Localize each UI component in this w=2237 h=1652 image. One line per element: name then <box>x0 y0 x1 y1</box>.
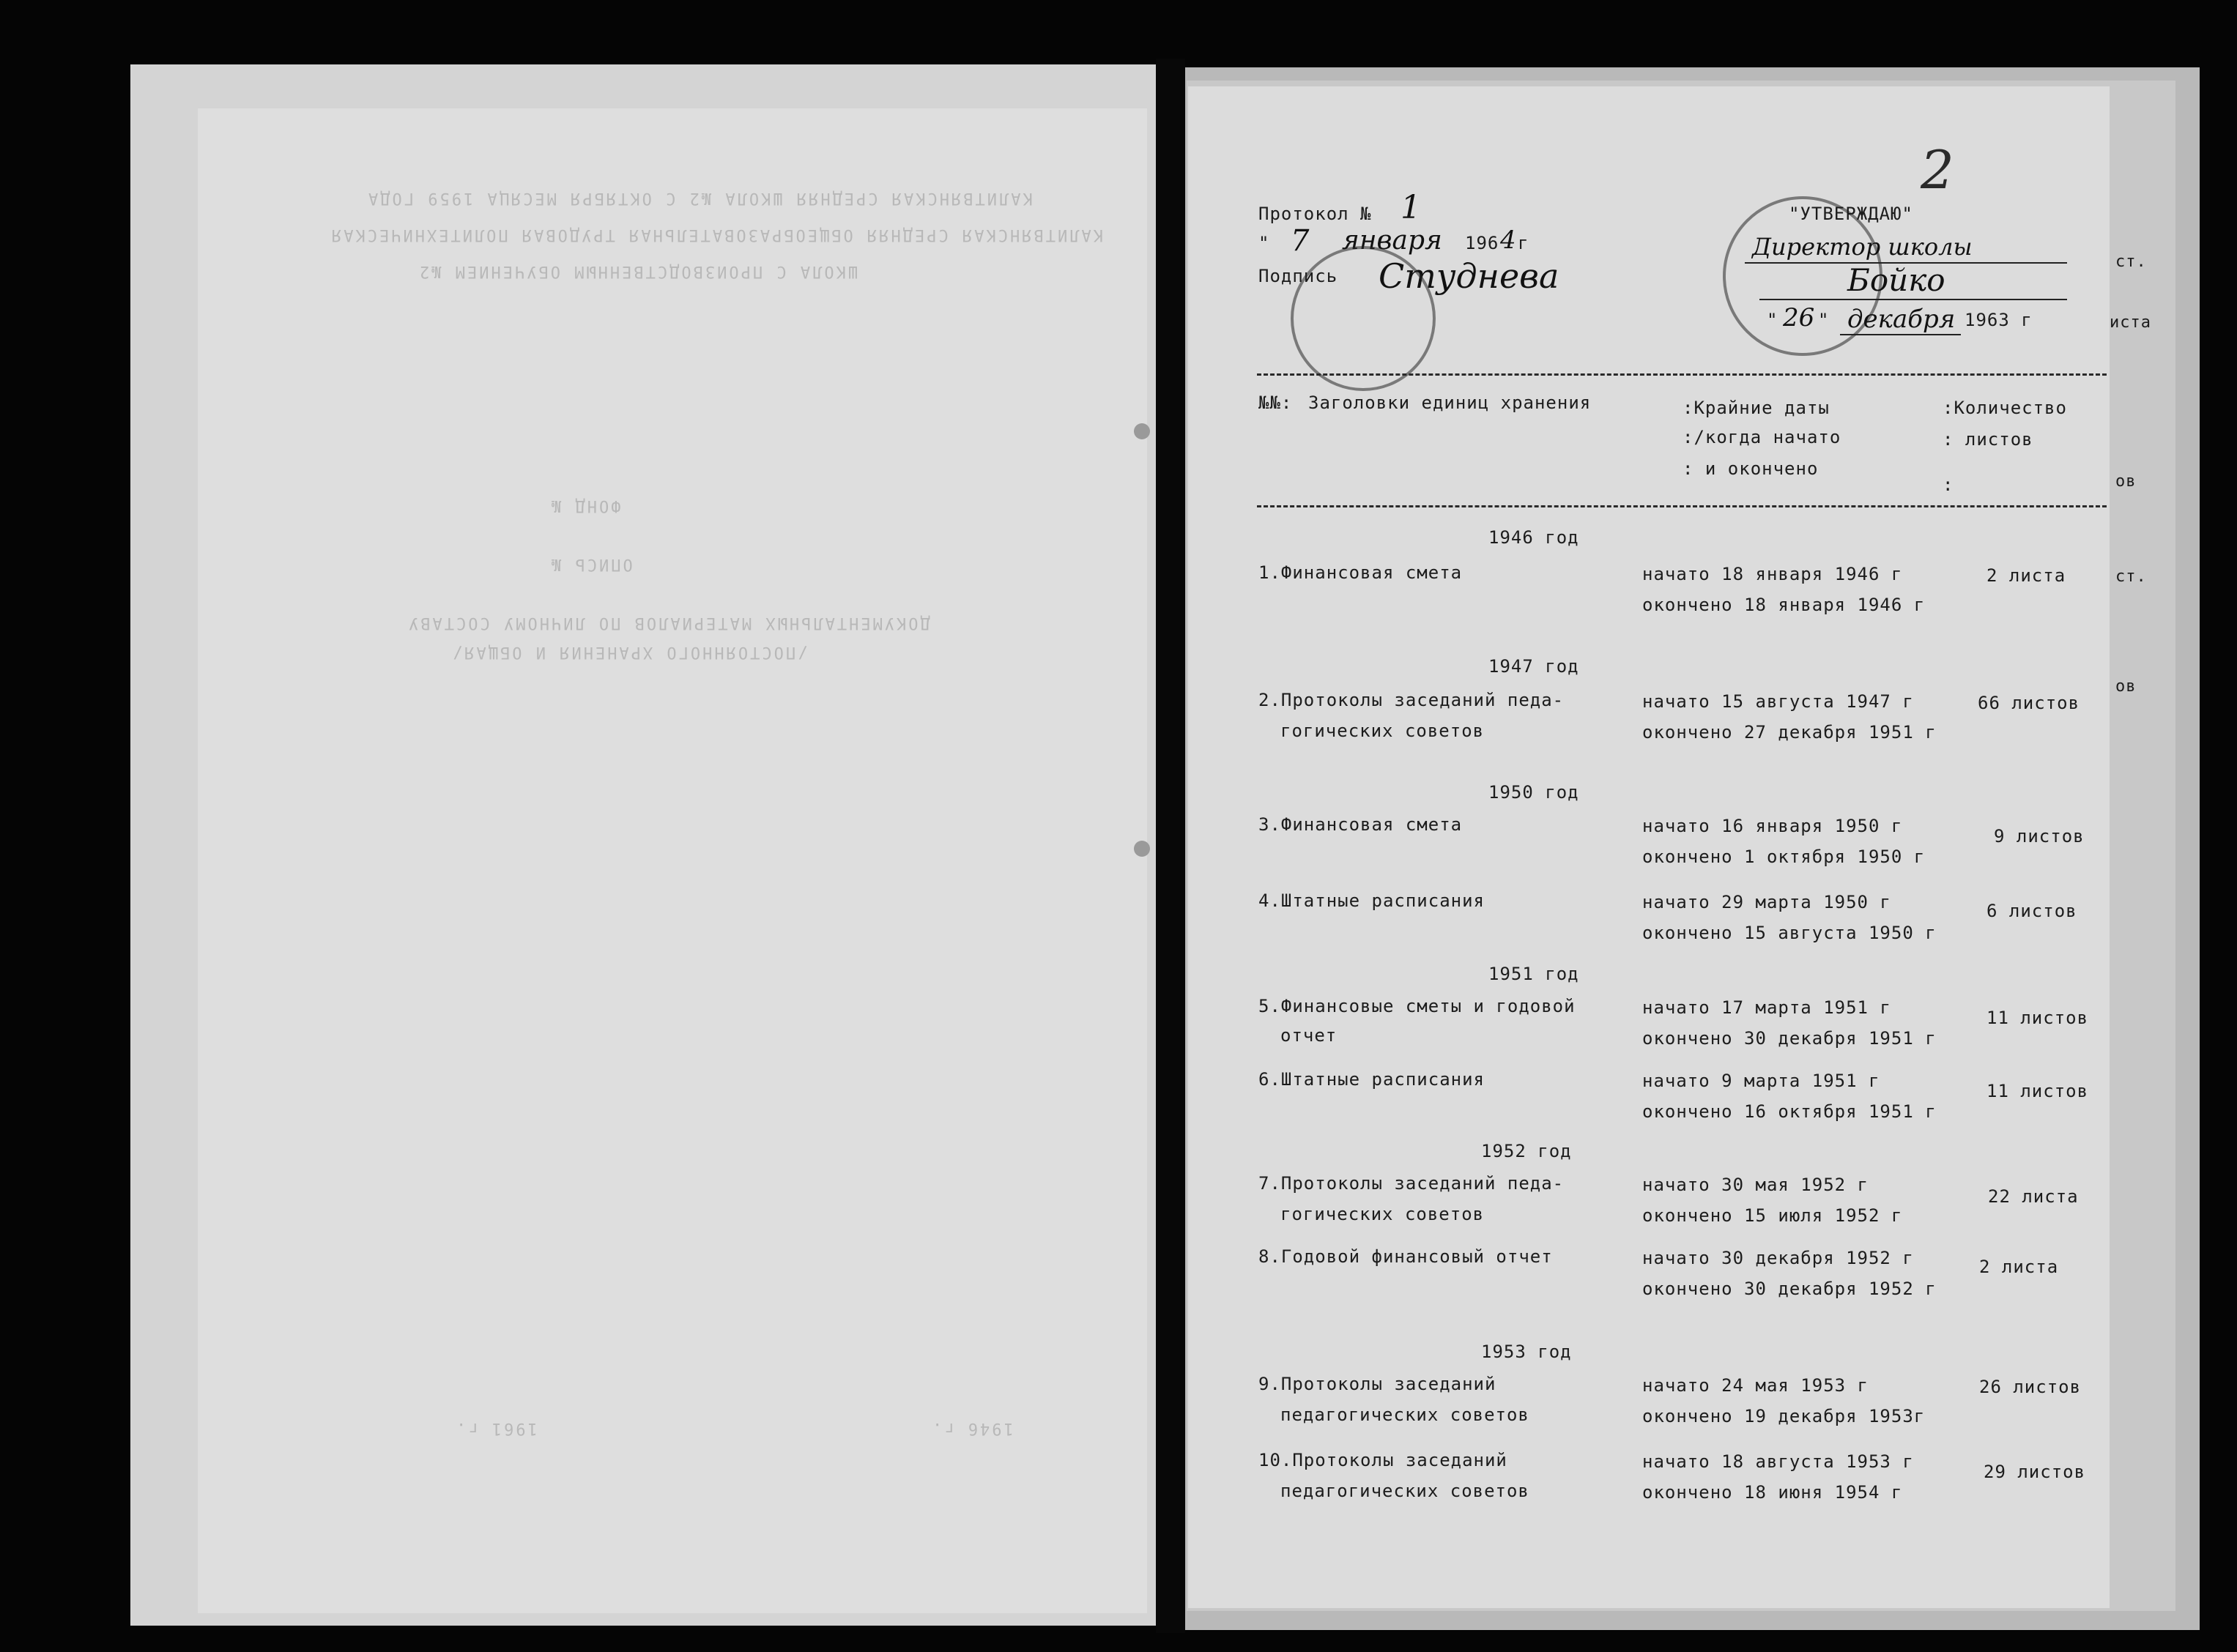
entry-end: окончено 30 декабря 1951 г <box>1642 1028 1937 1049</box>
mirror-line-2: КАЛИТВЯНСКАЯ СРЕДНЯЯ ОБЩЕОБРАЗОВАТЕЛЬНАЯ ТРУДОВАЯ ПОЛИТЕХНИЧЕСКАЯ <box>330 226 1103 244</box>
approve-underline-2 <box>1759 299 2067 300</box>
protocol-year-prefix: 196 <box>1465 233 1499 253</box>
col-dates-3: : и окончено <box>1683 458 1819 479</box>
signature-handwritten: Студнева <box>1379 256 1559 296</box>
header-rule-top <box>1257 373 2107 376</box>
binding-hole <box>1134 841 1150 857</box>
entry-title-cont: отчет <box>1280 1025 1338 1046</box>
entry-title-cont: педагогических советов <box>1280 1481 1529 1501</box>
entry-end: окончено 18 июня 1954 г <box>1642 1482 1903 1503</box>
entry-sheets: 2 листа <box>1979 1257 2059 1277</box>
entry-sheets: 9 листов <box>1994 826 2085 847</box>
mirror-line-6: ДОКУМЕНТАЛЬНЫХ МАТЕРИАЛОВ ПО ЛИЧНОМУ СОСТАВУ <box>407 614 930 632</box>
entry-title: 9.Протоколы заседаний <box>1258 1374 1496 1394</box>
book-spine <box>1156 59 1185 1633</box>
approve-position: Директор школы <box>1752 233 1973 261</box>
entry-sheets: 6 листов <box>1986 901 2077 921</box>
approve-underline-3 <box>1840 334 1961 335</box>
approve-label: "УТВЕРЖДАЮ" <box>1789 204 1913 224</box>
col-num: №№: <box>1258 392 1293 413</box>
col-dates-2: :/когда начато <box>1683 427 1841 447</box>
entry-title: 6.Штатные расписания <box>1258 1069 1485 1090</box>
approve-day: 26 <box>1783 303 1815 332</box>
approve-year: 1963 г <box>1965 310 2033 330</box>
entry-start: начато 15 августа 1947 г <box>1642 691 1914 712</box>
binding-hole <box>1134 423 1150 439</box>
mirror-line-1: КАЛИТВЯНСКАЯ СРЕДНЯЯ ШКОЛА №2 С ОКТЯБРЯ МЕСЯЦА 1959 ГОДА <box>366 189 1033 207</box>
col-count-3: : <box>1943 475 1954 495</box>
mirror-line-7: /ПОСТОЯННОГО ХРАНЕНИЯ И ОБЩАЯ/ <box>450 643 808 661</box>
entry-start: начато 29 марта 1950 г <box>1642 892 1891 912</box>
year-heading: 1952 год <box>1481 1141 1572 1161</box>
approve-date-quote: " <box>1767 310 1778 330</box>
entry-end: окончено 15 июля 1952 г <box>1642 1205 1903 1226</box>
entry-title: 10.Протоколы заседаний <box>1258 1450 1507 1470</box>
entry-start: начато 30 декабря 1952 г <box>1642 1248 1914 1268</box>
entry-sheets: 26 листов <box>1979 1377 2082 1397</box>
entry-sheets: 22 листа <box>1988 1186 2079 1207</box>
entry-end: окончено 15 августа 1950 г <box>1642 923 1937 943</box>
protocol-label: Протокол № <box>1258 204 1372 224</box>
approve-date-quote2: " <box>1818 310 1830 330</box>
entry-sheets: 2 листа <box>1986 565 2066 586</box>
entry-sheets: 66 листов <box>1978 693 2080 713</box>
entry-title: 3.Финансовая смета <box>1258 814 1463 835</box>
round-stamp-left <box>1291 246 1436 391</box>
entry-start: начато 16 января 1950 г <box>1642 816 1903 836</box>
entry-start: начато 18 августа 1953 г <box>1642 1451 1914 1472</box>
mirror-line-3: ШКОЛА С ПРОИЗВОДСТВЕННЫМ ОБУЧЕНИЕМ №2 <box>418 262 858 280</box>
entry-end: окончено 19 декабря 1953г <box>1642 1406 1926 1426</box>
entry-title: 7.Протоколы заседаний педа- <box>1258 1173 1565 1194</box>
edge-fragment: ст. <box>2115 568 2147 586</box>
sheet-number: 2 <box>1921 139 1954 201</box>
entry-start: начато 9 марта 1951 г <box>1642 1071 1880 1091</box>
col-count-1: :Количество <box>1943 398 2067 418</box>
entry-end: окончено 1 октября 1950 г <box>1642 847 1926 867</box>
edge-fragment: ов <box>2115 472 2137 491</box>
col-title: Заголовки единиц хранения <box>1308 392 1592 413</box>
entry-sheets: 11 листов <box>1986 1081 2089 1101</box>
entry-title: 8.Годовой финансовый отчет <box>1258 1246 1553 1267</box>
entry-sheets: 29 листов <box>1984 1462 2086 1482</box>
year-heading: 1953 год <box>1481 1342 1572 1362</box>
entry-start: начато 18 января 1946 г <box>1642 564 1903 584</box>
year-heading: 1946 год <box>1488 527 1579 548</box>
protocol-day: 7 <box>1291 224 1310 258</box>
edge-fragment: иста <box>2110 313 2151 332</box>
edge-fragment: ст. <box>2115 253 2147 271</box>
mirror-date-left: 1946 г. <box>930 1419 1014 1437</box>
mirror-inventory: ОПИСЬ № <box>549 555 633 573</box>
entry-title-cont: педагогических советов <box>1280 1404 1529 1425</box>
approve-month: декабря <box>1847 305 1956 334</box>
protocol-year-digit: 4 <box>1500 226 1516 255</box>
protocol-number: 1 <box>1401 189 1421 226</box>
entry-sheets: 11 листов <box>1986 1008 2089 1028</box>
left-page <box>198 108 1147 1613</box>
entry-title: 1.Финансовая смета <box>1258 562 1463 583</box>
entry-start: начато 30 мая 1952 г <box>1642 1175 1869 1195</box>
entry-end: окончено 16 октября 1951 г <box>1642 1101 1937 1122</box>
mirror-date-right: 1961 г. <box>454 1419 538 1437</box>
protocol-month: января <box>1342 226 1442 256</box>
entry-end: окончено 18 января 1946 г <box>1642 595 1926 615</box>
header-rule-bottom <box>1257 505 2107 507</box>
edge-fragment: ов <box>2115 677 2137 696</box>
entry-end: окончено 30 декабря 1952 г <box>1642 1279 1937 1299</box>
year-heading: 1951 год <box>1488 964 1579 984</box>
entry-title: 5.Финансовые сметы и годовой <box>1258 996 1576 1016</box>
year-heading: 1950 год <box>1488 782 1579 803</box>
entry-title: 4.Штатные расписания <box>1258 890 1485 911</box>
entry-title-cont: гогических советов <box>1280 721 1485 741</box>
signature-label: Подпись <box>1258 266 1338 286</box>
protocol-year-end: г <box>1518 233 1529 253</box>
protocol-date-quote: " <box>1258 233 1270 253</box>
entry-start: начато 17 марта 1951 г <box>1642 997 1891 1018</box>
right-page <box>1188 86 2110 1608</box>
entry-end: окончено 27 декабря 1951 г <box>1642 722 1937 743</box>
mirror-fund: ФОНД № <box>549 496 621 515</box>
col-dates-1: :Крайние даты <box>1683 398 1830 418</box>
entry-start: начато 24 мая 1953 г <box>1642 1375 1869 1396</box>
approve-signature: Бойко <box>1847 262 1945 298</box>
year-heading: 1947 год <box>1488 656 1579 677</box>
entry-title-cont: гогических советов <box>1280 1204 1485 1224</box>
entry-title: 2.Протоколы заседаний педа- <box>1258 690 1565 710</box>
col-count-2: : листов <box>1943 429 2033 450</box>
